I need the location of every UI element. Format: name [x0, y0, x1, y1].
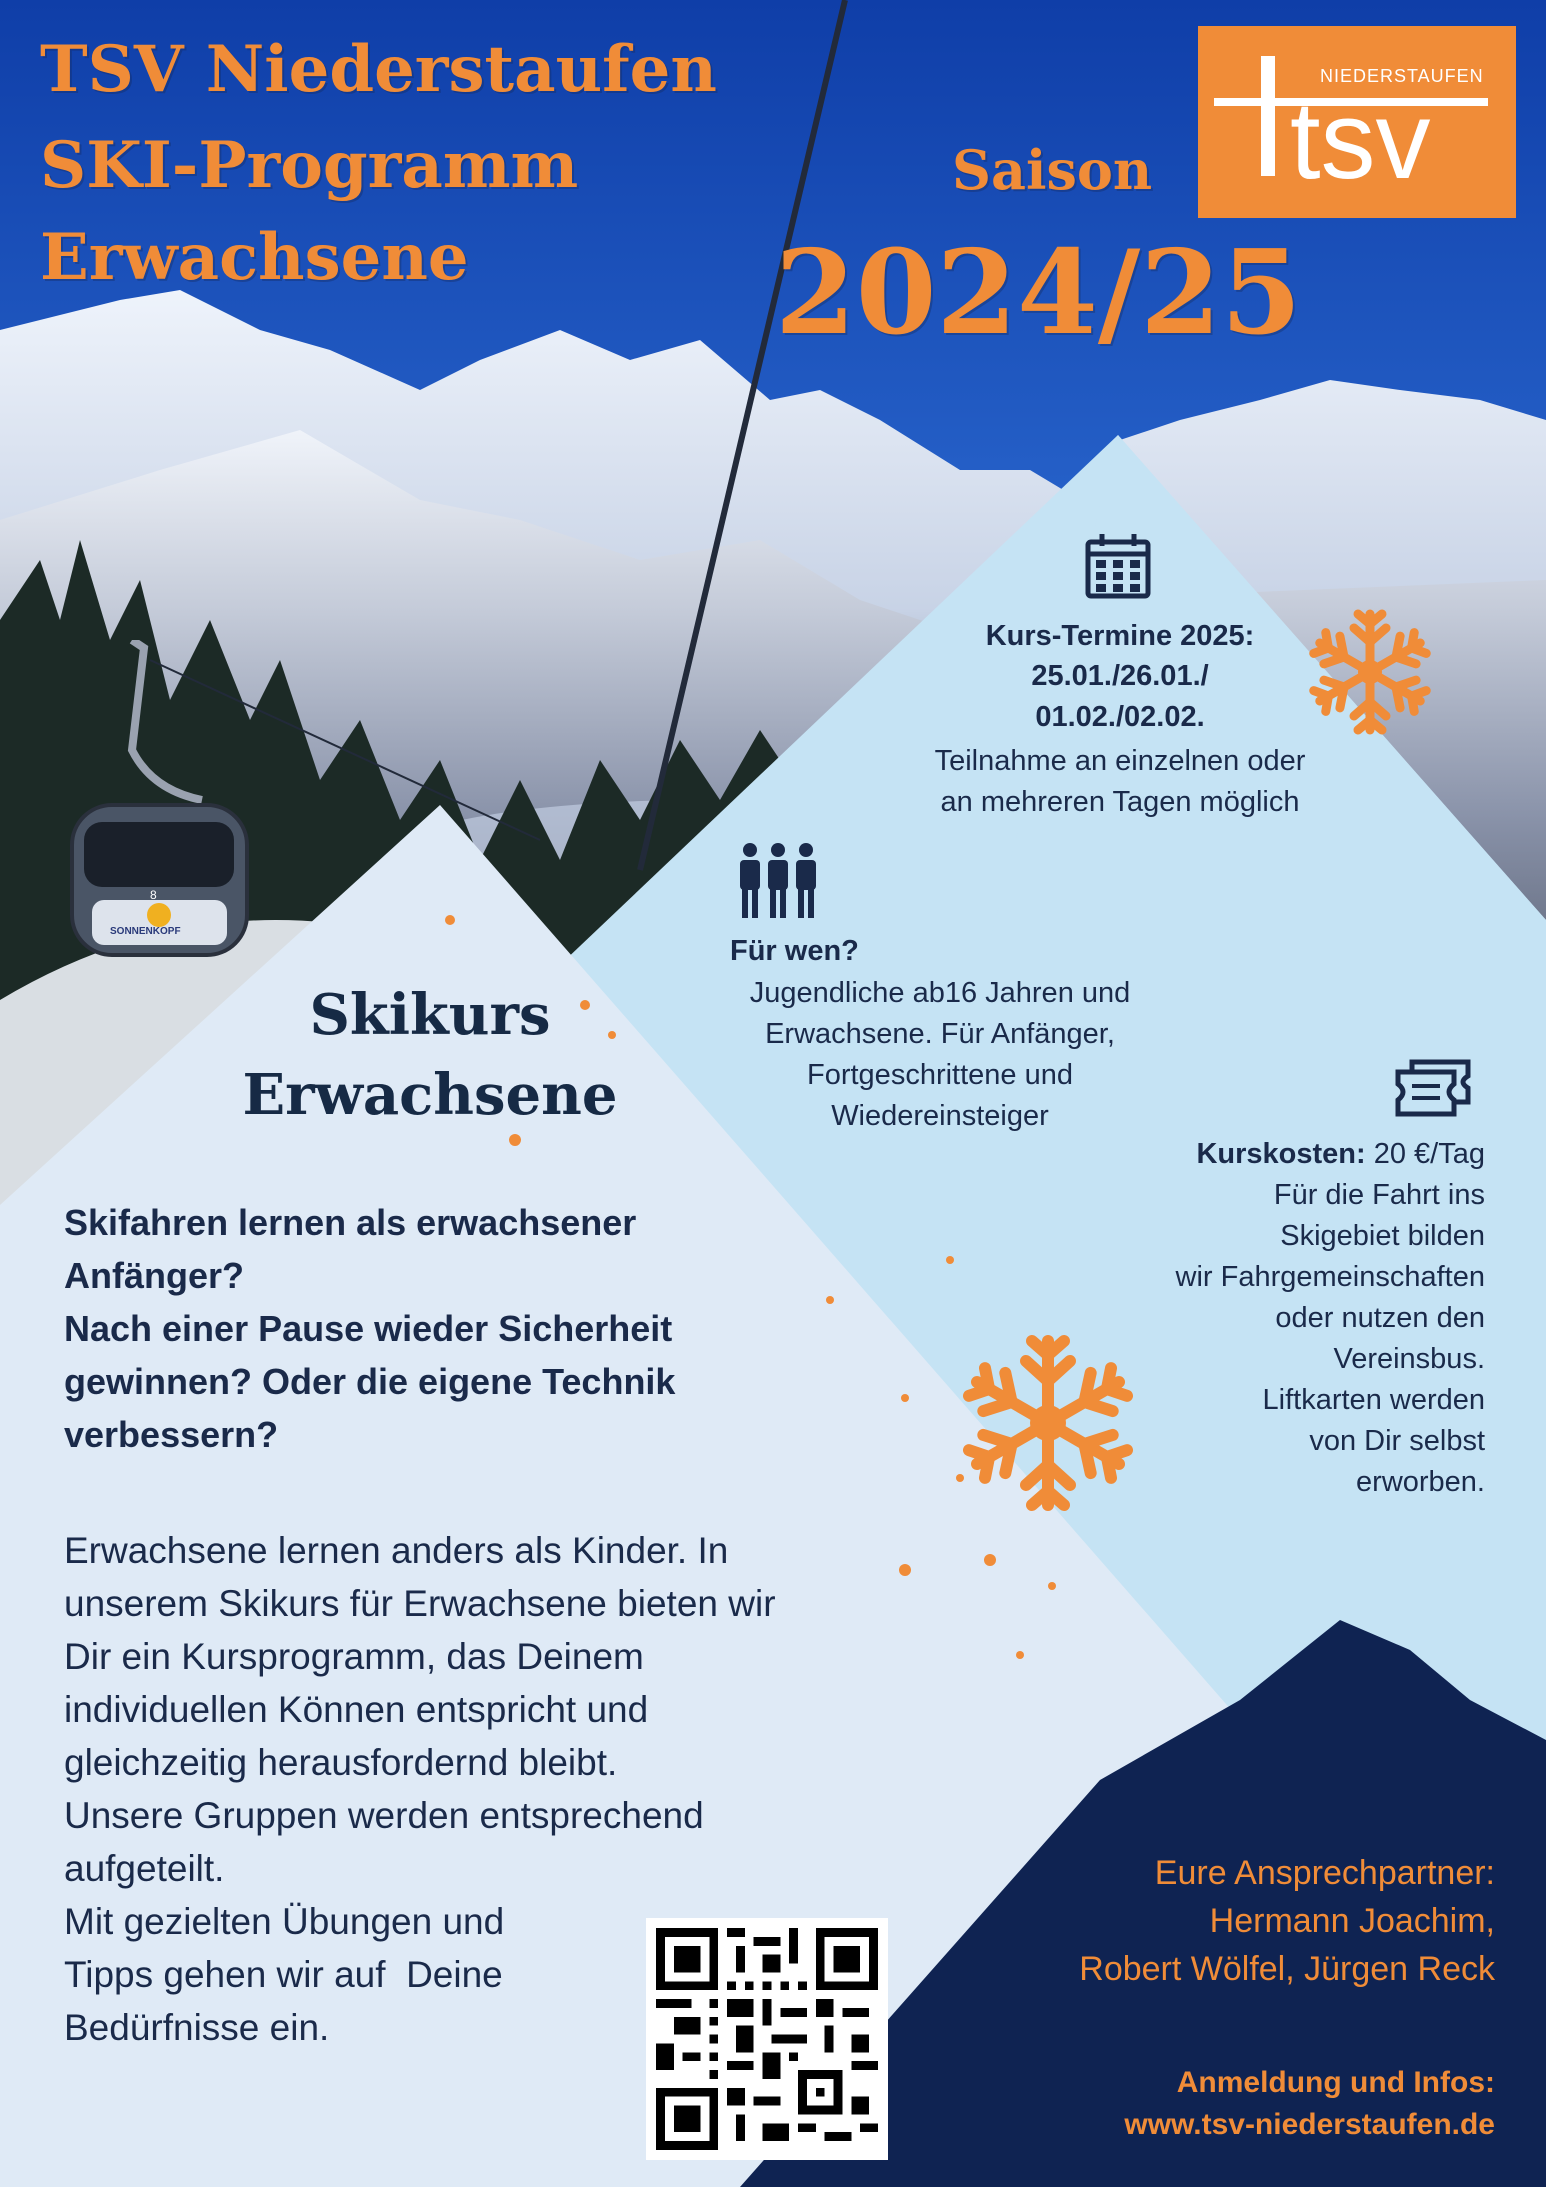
snowflake-icon-large: [960, 1328, 1136, 1518]
termine-dates-1: 25.01./26.01./: [1031, 660, 1209, 692]
website-link[interactable]: www.tsv-niederstaufen.de: [1124, 2108, 1495, 2141]
body-line-8: Mit gezielten Übungen und: [64, 1901, 505, 1942]
course-title-line-1: Skikurs: [309, 982, 551, 1048]
intro-line-2: Anfänger?: [64, 1255, 244, 1296]
termine-note-2: an mehreren Tagen möglich: [940, 786, 1300, 818]
body-line-2: unserem Skikurs für Erwachsene bieten wir: [64, 1583, 776, 1624]
body-line-1: Erwachsene lernen anders als Kinder. In: [64, 1530, 729, 1571]
qr-code[interactable]: [646, 1918, 888, 2160]
snowflake-icon: [1308, 605, 1432, 739]
intro-line-3: Nach einer Pause wieder Sicherheit: [64, 1308, 673, 1349]
kosten-line-5: Vereinsbus.: [1333, 1343, 1485, 1375]
kosten-line-8: erworben.: [1356, 1466, 1485, 1498]
ticket-icon: [1392, 1058, 1476, 1120]
kosten-label: Kurskosten:: [1196, 1138, 1366, 1170]
title-line-1: TSV Niederstaufen: [40, 32, 717, 107]
fuer-wen-heading: Für wen?: [730, 935, 859, 967]
kosten-line-4: oder nutzen den: [1275, 1302, 1485, 1334]
fuer-wen-line-2: Erwachsene. Für Anfänger,: [765, 1018, 1115, 1050]
body-line-9: Tipps gehen wir auf Deine: [64, 1954, 503, 1995]
tsv-logo: [1198, 26, 1516, 218]
contact-heading: Eure Ansprechpartner:: [1154, 1854, 1495, 1892]
contact-line-2: Robert Wölfel, Jürgen Reck: [1079, 1950, 1495, 1988]
gondola-number: 8: [150, 888, 157, 902]
body-line-4: individuellen Können entspricht und: [64, 1689, 649, 1730]
gondola-image: [62, 640, 262, 960]
contact-line-1: Hermann Joachim,: [1209, 1902, 1495, 1940]
termine-note-1: Teilnahme an einzelnen oder: [934, 745, 1306, 777]
title-line-3: Erwachsene: [40, 220, 469, 295]
kosten-line-2: Skigebiet bilden: [1280, 1220, 1485, 1252]
kosten-line-0: [1080, 1138, 1485, 1171]
saison-year: 2024/25: [775, 225, 1302, 361]
kosten-value: 20 €/Tag: [1373, 1138, 1485, 1170]
body-line-7: aufgeteilt.: [64, 1848, 225, 1889]
logo-top-text: NIEDERSTAUFEN: [1320, 66, 1484, 86]
logo-main-text: tsv: [1290, 79, 1431, 202]
gondola-brand: SONNENKOPF: [110, 926, 181, 937]
intro-line-5: verbessern?: [64, 1414, 279, 1455]
kosten-line-1: Für die Fahrt ins: [1273, 1179, 1485, 1211]
kosten-line-6: Liftkarten werden: [1262, 1384, 1485, 1416]
saison-label: Saison: [952, 138, 1153, 202]
intro-line-4: gewinnen? Oder die eigene Technik: [64, 1361, 676, 1402]
kosten-line-3: wir Fahrgemeinschaften: [1175, 1261, 1485, 1293]
title-line-2: SKI-Programm: [40, 128, 579, 203]
body-line-3: Dir ein Kursprogramm, das Deinem: [64, 1636, 644, 1677]
fuer-wen-line-4: Wiedereinsteiger: [831, 1100, 1049, 1132]
body-line-10: Bedürfnisse ein.: [64, 2007, 330, 2048]
intro-line-1: Skifahren lernen als erwachsener: [64, 1202, 637, 1243]
termine-heading: Kurs-Termine 2025:: [985, 620, 1255, 652]
people-icon: [736, 842, 820, 920]
body-line-5: gleichzeitig herausfordernd bleibt.: [64, 1742, 618, 1783]
fuer-wen-line-3: Fortgeschrittene und: [807, 1059, 1073, 1091]
body-line-6: Unsere Gruppen werden entsprechend: [64, 1795, 704, 1836]
course-title-line-2: Erwachsene: [242, 1062, 618, 1128]
calendar-icon: [1084, 532, 1152, 600]
fuer-wen-line-1: Jugendliche ab16 Jahren und: [749, 977, 1131, 1009]
termine-dates-2: 01.02./02.02.: [1035, 701, 1205, 733]
anmeldung-label: Anmeldung und Infos:: [1176, 2066, 1495, 2099]
kosten-line-7: von Dir selbst: [1309, 1425, 1485, 1457]
